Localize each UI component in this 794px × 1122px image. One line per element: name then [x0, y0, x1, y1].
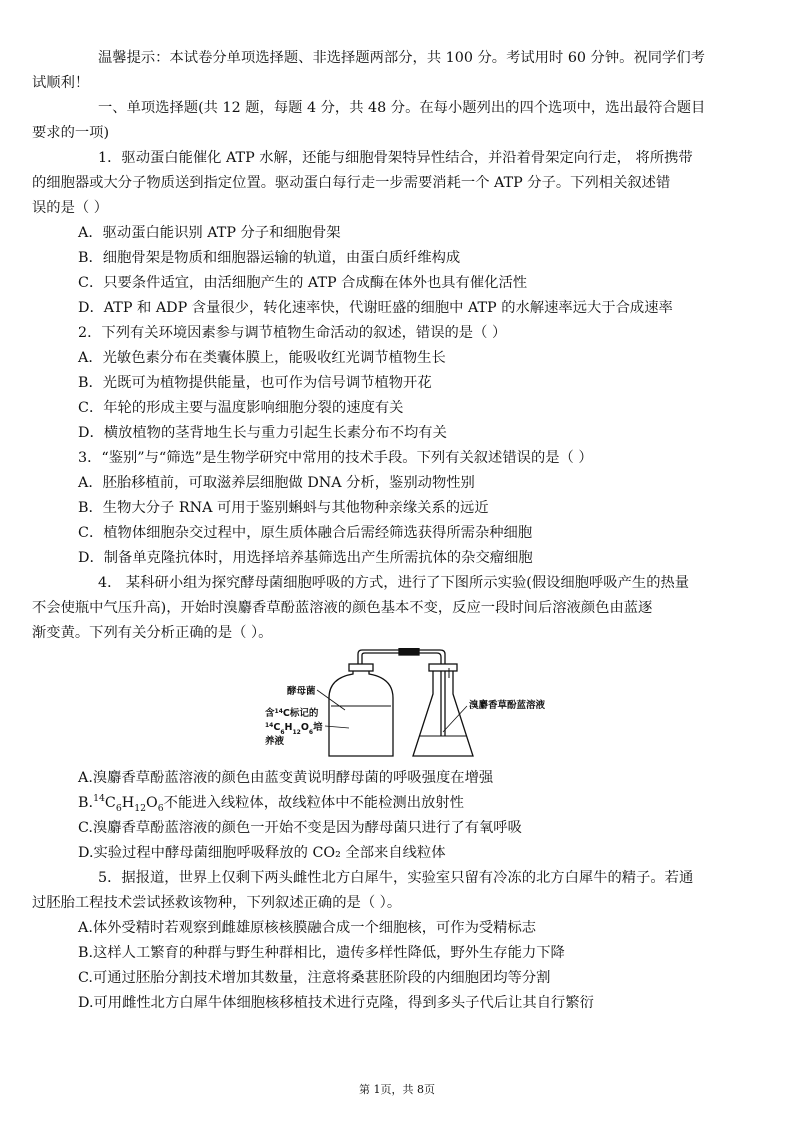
culture-bottle — [329, 670, 393, 756]
question-5-option-c: C.可通过胚胎分割技术增加其数量，注意将桑葚胚阶段的内细胞团均等分割 — [78, 970, 551, 986]
question-5-stem-line-2: 过胚胎工程技术尝试拯救该物种，下列叙述正确的是（ ）。 — [32, 895, 402, 911]
question-1-stem-line-2: 的细胞器或大分子物质送到指定位置。驱动蛋白每行走一步需要消耗一个 ATP 分子。下列相关叙述错 — [32, 175, 671, 191]
question-1-option-b: B．细胞骨架是物质和细胞器运输的轨道，由蛋白质纤维构成 — [78, 250, 461, 266]
question-2-option-c: C．年轮的形成主要与温度影响细胞分裂的速度有关 — [78, 400, 404, 416]
question-4-option-c: C.溴麝香草酚蓝溶液的颜色一开始不变是因为酵母菌只进行了有氧呼吸 — [78, 820, 522, 836]
erlenmeyer-flask — [413, 670, 473, 756]
question-2-option-d: D．横放植物的茎背地生长与重力引起生长素分布不均有关 — [78, 425, 447, 441]
question-4-stem-line-3: 渐变黄。下列有关分析正确的是（ ）。 — [32, 625, 273, 641]
question-1-option-d: D．ATP 和 ADP 含量很少，转化速率快，代谢旺盛的细胞中 ATP 的水解速率远大于合成速率 — [78, 300, 673, 316]
question-4-stem-line-2: 不会使瓶中气压升高)，开始时溴麝香草酚蓝溶液的颜色基本不变，反应一段时间后溶液颜色由蓝逐 — [32, 600, 653, 616]
connecting-tube — [358, 650, 445, 736]
question-4-option-b: $B.^{14}C_6H_{12}O_6$不能进入线粒体，故线粒体中不能检测出放射性 — [78, 793, 464, 814]
yeast-leader-line — [317, 690, 345, 710]
question-5-option-a: A.体外受精时若观察到雌雄原核核膜融合成一个细胞核，可作为受精标志 — [78, 920, 537, 936]
question-4-option-a: A.溴麝香草酚蓝溶液的颜色由蓝变黄说明酵母菌的呼吸强度在增强 — [78, 770, 494, 786]
notice-line-1: 温馨提示：本试卷分单项选择题、非选择题两部分，共 100 分。考试用时 60 分钟。祝同学们考 — [98, 50, 705, 66]
label-medium-line-1: 含$^{14}$C标记的 — [265, 707, 319, 719]
question-1-option-c: C．只要条件适宜，由活细胞产生的 ATP 合成酶在体外也具有催化活性 — [78, 275, 528, 291]
question-3-option-b: B．生物大分子 RNA 可用于鉴别蝌蚪与其他物种亲缘关系的远近 — [78, 500, 489, 516]
question-3-option-d: D．制备单克隆抗体时，用选择培养基筛选出产生所需抗体的杂交瘤细胞 — [78, 550, 533, 566]
question-5-stem-line-1: 5．据报道，世界上仅剩下两头雌性北方白犀牛，实验室只留有冷冻的北方白犀牛的精子。若通 — [98, 870, 694, 886]
label-yeast: 酵母菌 — [287, 686, 316, 697]
question-2-option-a: A．光敏色素分布在类囊体膜上，能吸收红光调节植物生长 — [78, 350, 446, 366]
label-medium-line-2: $^{14}C_6H_{12}O_6$培 — [265, 721, 323, 736]
question-1-option-a: A．驱动蛋白能识别 ATP 分子和细胞骨架 — [78, 225, 341, 241]
question-3-option-a: A．胚胎移植前，可取滋养层细胞做 DNA 分析，鉴别动物性别 — [78, 475, 475, 491]
question-1-stem-line-1: 1．驱动蛋白能催化 ATP 水解，还能与细胞骨架特异性结合，并沿着骨架定向行走， 将所携带 — [98, 150, 693, 166]
section-heading-line-1: 一、单项选择题(共 12 题，每题 4 分，共 48 分。在每小题列出的四个选项中，选出最符合题目 — [98, 100, 706, 116]
section-heading-line-2: 要求的一项) — [32, 125, 110, 141]
label-indicator-solution: 溴麝香草酚蓝溶液 — [469, 700, 546, 711]
question-3-stem: 3．“鉴别”与“筛选”是生物学研究中常用的技术手段。下列有关叙述错误的是（ ） — [78, 450, 593, 466]
label-medium-line-3: 养液 — [265, 736, 285, 747]
page-number-footer: 第 1页，共 8页 — [359, 1083, 435, 1096]
question-4-stem-line-1: 4． 某科研小组为探究酵母菌细胞呼吸的方式，进行了下图所示实验(假设细胞呼吸产生的热量 — [98, 575, 690, 591]
question-5-option-b: B.这样人工繁育的种群与野生种群相比，遗传多样性降低，野外生存能力下降 — [78, 945, 565, 961]
tube-connector — [399, 648, 419, 655]
question-3-option-c: C．植物体细胞杂交过程中，原生质体融合后需经筛选获得所需杂种细胞 — [78, 525, 533, 541]
yeast-respiration-apparatus — [265, 648, 585, 760]
flask-stopper — [429, 664, 457, 671]
question-2-option-b: B．光既可为植物提供能量，也可作为信号调节植物开花 — [78, 375, 432, 391]
question-4-option-d: D.实验过程中酵母菌细胞呼吸释放的 CO₂ 全部来自线粒体 — [78, 845, 446, 861]
notice-line-2: 试顺利！ — [32, 75, 90, 91]
question-1-stem-line-3: 误的是（ ） — [32, 200, 109, 216]
bottle-stopper — [349, 664, 373, 671]
question-2-stem: 2．下列有关环境因素参与调节植物生命活动的叙述，错误的是（ ） — [78, 325, 507, 341]
question-5-option-d: D.可用雌性北方白犀牛体细胞核移植技术进行克隆，得到多头子代后让其自行繁衍 — [78, 995, 594, 1011]
